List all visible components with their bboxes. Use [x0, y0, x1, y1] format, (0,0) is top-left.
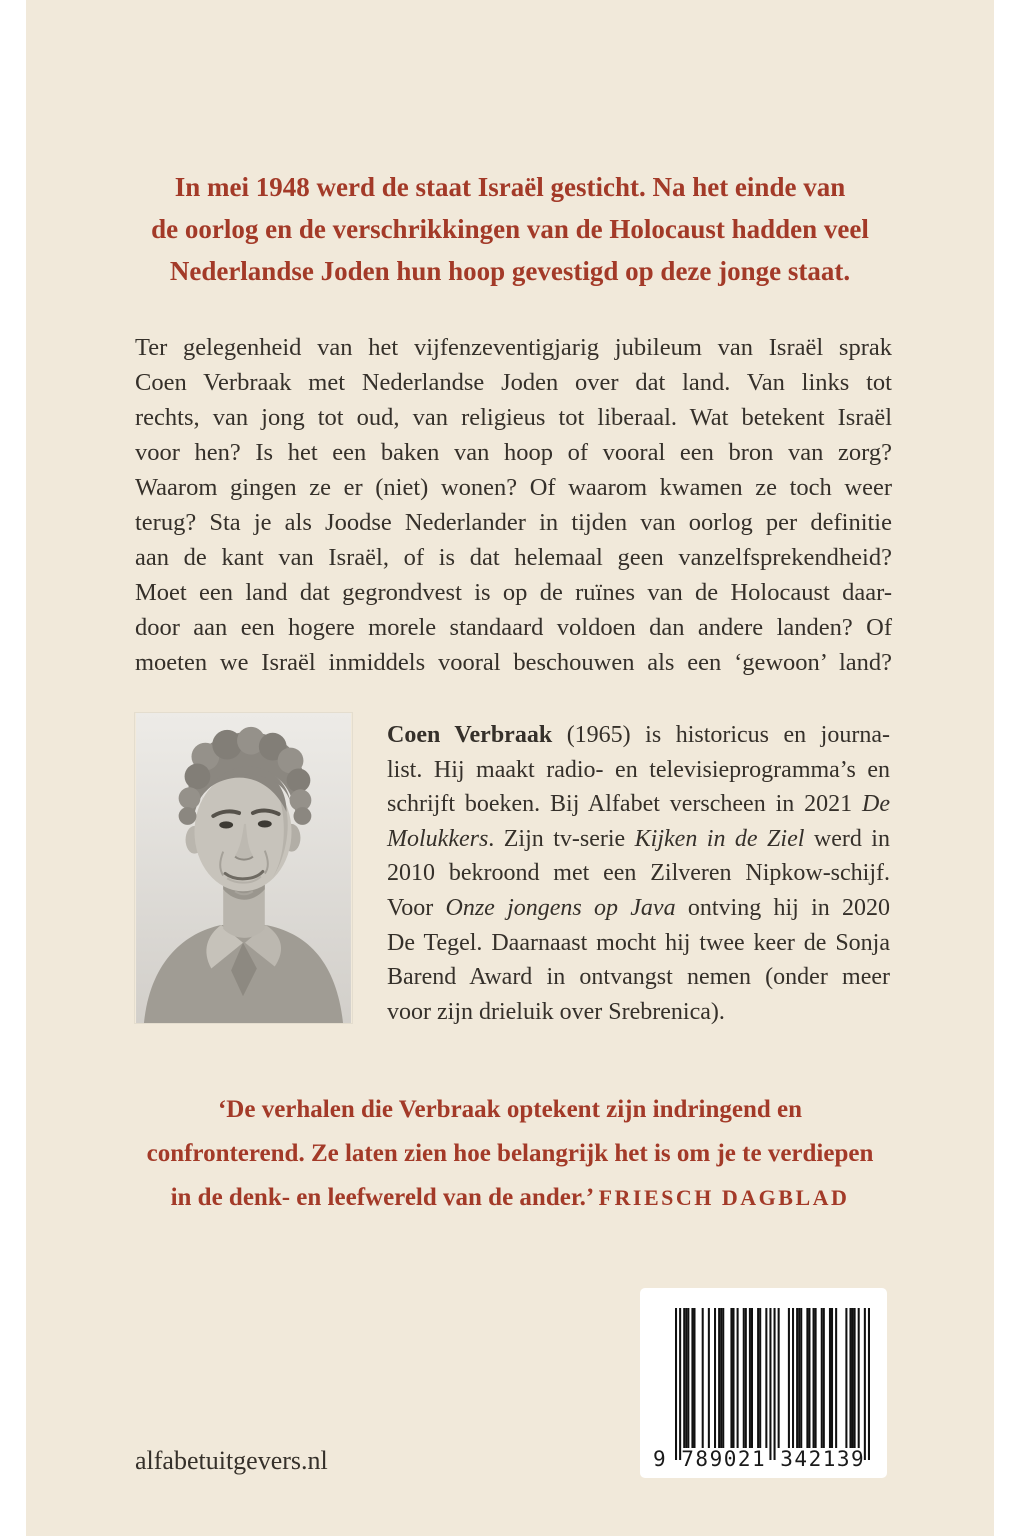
- text-line: Voor Onze jongens op Java ontving hij in 2020: [387, 894, 890, 921]
- text-line: aan de kant van Israël, of is dat helemaal geen vanzelfsprekendheid?: [135, 544, 892, 571]
- publisher-url: alfabetuitgevers.nl: [135, 1446, 328, 1475]
- text-line: Barend Award in ontvangst nemen (onder meer: [387, 964, 890, 991]
- review-quote: [26, 1088, 994, 1220]
- text-line: Waarom gingen ze er (niet) wonen? Of waarom kwamen ze toch weer: [135, 474, 892, 501]
- barcode-bars-icon: [675, 1308, 870, 1460]
- text-line: confronterend. Ze laten zien hoe belangrijk het is om je te verdiepen: [146, 1140, 874, 1167]
- text-line: moeten we Israël inmiddels vooral beschouwen als een ‘gewoon’ land?: [135, 649, 892, 676]
- isbn-number: 9 789021 342139: [653, 1447, 866, 1471]
- text-line: Coen Verbraak (1965) is historicus en journa-: [387, 722, 890, 748]
- text-line: door aan een hogere morele standaard voldoen dan andere landen? Of: [135, 614, 892, 641]
- synopsis: [135, 330, 892, 680]
- author-photo: [135, 713, 352, 1023]
- text-line: voor hen? Is het een baken van hoop of vooral een bron van zorg?: [135, 439, 892, 466]
- text-line: de oorlog en de verschrikkingen van de Holocaust hadden veel: [151, 214, 869, 244]
- text-line: Molukkers. Zijn tv-serie Kijken in de Ziel werd in: [387, 825, 890, 852]
- text-line: schrijft boeken. Bij Alfabet verscheen in 2021 De: [387, 791, 890, 818]
- isbn-barcode: [640, 1288, 887, 1478]
- text-line: rechts, van jong tot oud, van religieus tot liberaal. Wat betekent Israël: [135, 404, 892, 431]
- text-line: list. Hij maakt radio- en televisieprogramma’s en: [387, 756, 890, 783]
- text-line: ‘De verhalen die Verbraak optekent zijn indringend en: [217, 1096, 803, 1123]
- text-line: Coen Verbraak met Nederlandse Joden over dat land. Van links tot: [135, 369, 892, 396]
- headline: [26, 166, 994, 292]
- text-line: in de denk- en leefwereld van de ander.’ FRIESCH DAGBLAD: [170, 1184, 850, 1211]
- text-line: Moet een land dat gegrondvest is op de ruïnes van de Holocaust daar-: [135, 579, 892, 606]
- text-line: terug? Sta je als Joodse Nederlander in tijden van oorlog per definitie: [135, 509, 892, 536]
- author-bio: [387, 718, 890, 1029]
- text-line: Ter gelegenheid van het vijfenzeventigjarig jubileum van Israël sprak: [135, 334, 892, 361]
- text-line: De Tegel. Daarnaast mocht hij twee keer de Sonja: [387, 929, 890, 956]
- text-line: In mei 1948 werd de staat Israël gesticht. Na het einde van: [174, 172, 846, 202]
- text-line: Nederlandse Joden hun hoop gevestigd op deze jonge staat.: [169, 256, 851, 286]
- text-line: 2010 bekroond met een Zilveren Nipkow-schijf.: [387, 860, 890, 887]
- back-cover: [26, 0, 994, 1536]
- text-line: voor zijn drieluik over Srebrenica).: [387, 998, 725, 1025]
